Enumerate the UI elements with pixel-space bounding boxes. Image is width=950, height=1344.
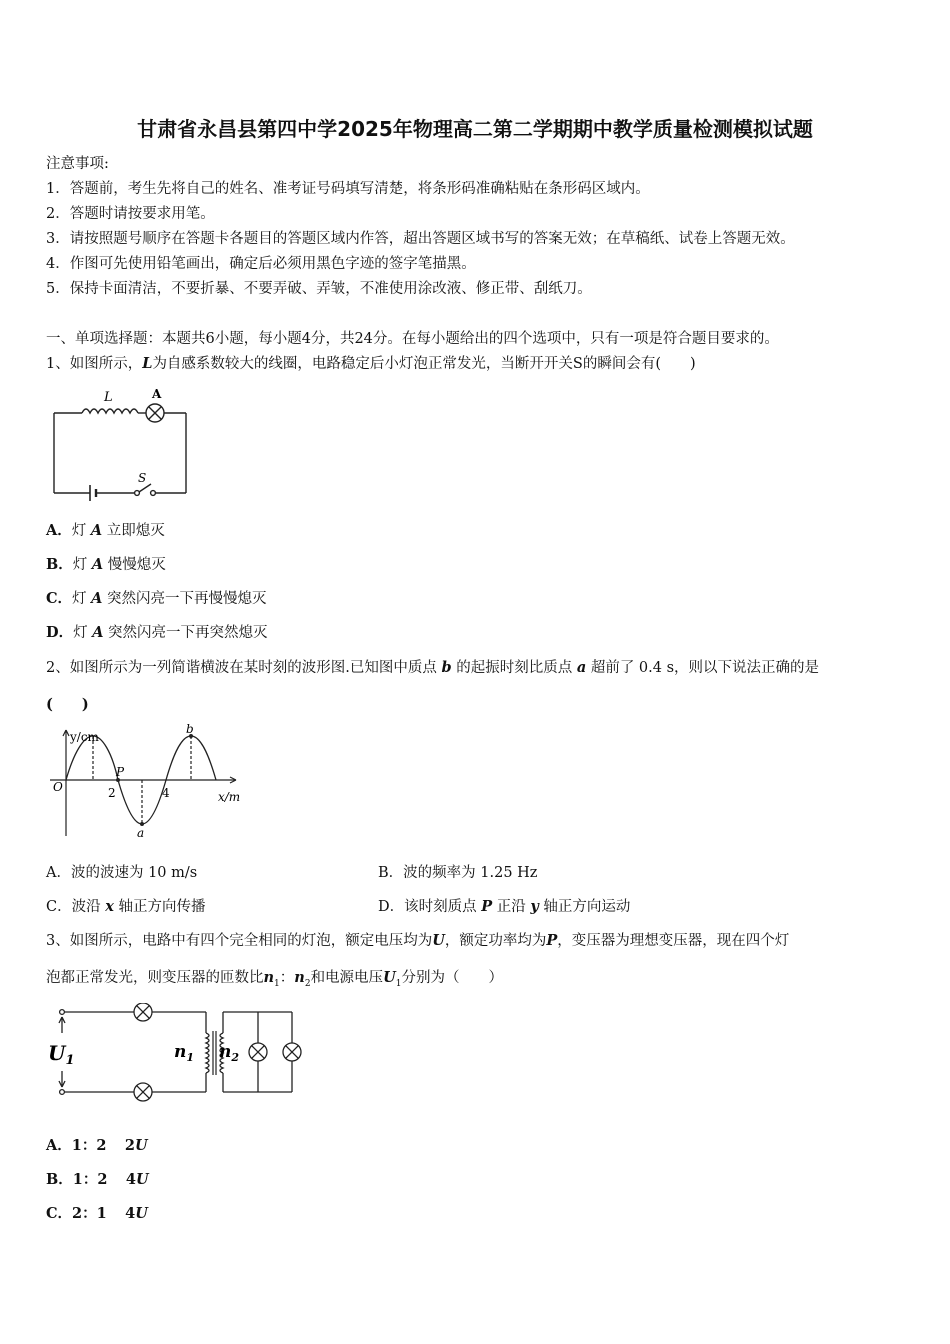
question-3-stem-line1: 3、如图所示，电路中有四个完全相同的灯泡，额定电压均为U，额定功率均为P，变压器为理想变压器，现在四个灯: [46, 932, 790, 949]
tick-label-2: 2: [108, 786, 116, 800]
secondary-turns-label: $n_2$: [219, 1042, 240, 1064]
point-b-label: b: [186, 724, 194, 736]
inductor-circuit-figure: [46, 385, 196, 503]
page-title: 甘肃省永昌县第四中学2025年物理高二第二学期期中教学质量检测模拟试题: [137, 117, 813, 141]
q1-option-c[interactable]: C．灯 A 突然闪亮一下再慢慢熄灭: [46, 590, 267, 607]
notice-item: 2．答题时请按要求用笔。: [46, 206, 215, 222]
primary-turns-label: $n_1$: [174, 1042, 195, 1064]
notice-heading: 注意事项:: [46, 156, 109, 172]
lamp-label: A: [152, 387, 162, 401]
notice-item: 1．答题前，考生先将自己的姓名、准考证号码填写清楚，将条形码准确粘贴在条形码区域内。: [46, 181, 650, 197]
q3-option-b[interactable]: B．1：2 4U: [46, 1171, 149, 1188]
switch-label: S: [138, 471, 147, 485]
q1-option-b[interactable]: B．灯 A 慢慢熄灭: [46, 556, 166, 573]
q2-option-c[interactable]: C．波沿 x 轴正方向传播: [46, 898, 206, 915]
question-2-stem: 2、如图所示为一列简谐横波在某时刻的波形图.已知图中质点 b 的起振时刻比质点 a 超前了 0.4 s，则以下说法正确的是: [46, 659, 820, 676]
tick-label-4: 4: [162, 786, 170, 800]
notice-item: 5．保持卡面清洁，不要折暴、不要弄破、弄皱，不准使用涂改液、修正带、刮纸刀。: [46, 281, 592, 297]
y-axis-label: y/cm: [70, 730, 99, 744]
q1-option-d[interactable]: D．灯 A 突然闪亮一下再突然熄灭: [46, 624, 268, 641]
section-heading: 一、单项选择题：本题共6小题，每小题4分，共24分。在每小题给出的四个选项中，只有一项是符合题目要求的。: [46, 331, 779, 347]
question-2-paren: ( ): [46, 696, 89, 713]
q2-option-b[interactable]: B．波的频率为 1.25 Hz: [378, 865, 538, 881]
wave-graph-figure: [46, 724, 246, 840]
q3-option-a[interactable]: A．1：2 2U: [46, 1137, 148, 1154]
q2-option-a[interactable]: A．波的波速为 10 m/s: [46, 865, 198, 881]
notice-item: 3．请按照题号顺序在答题卡各题目的答题区域内作答，超出答题区域书写的答案无效；在草稿纸、试卷上答题无效。: [46, 231, 795, 247]
source-voltage-label: $U_1$: [48, 1041, 75, 1068]
notice-item: 4．作图可先使用铅笔画出，确定后必须用黑色字迹的签字笔描黑。: [46, 256, 476, 272]
inductor-label: L: [104, 390, 113, 405]
question-1-stem: 1、如图所示，L为自感系数较大的线圈，电路稳定后小灯泡正常发光，当断开开关S的瞬间会有( ): [46, 355, 696, 372]
origin-label: O: [53, 780, 63, 794]
q1-option-a[interactable]: A．灯 A 立即熄灭: [46, 522, 165, 539]
x-axis-label: x/m: [218, 790, 241, 804]
q3-option-c[interactable]: C．2：1 4U: [46, 1205, 148, 1222]
point-p-label: P: [116, 765, 125, 779]
transformer-circuit-figure: [46, 1003, 306, 1103]
question-3-stem-line2: 泡都正常发光，则变压器的匝数比$n_1$：$n_2$和电源电压$U_1$分别为（ ）: [46, 969, 503, 989]
q2-option-d[interactable]: D．该时刻质点 P 正沿 y 轴正方向运动: [378, 898, 631, 915]
point-a-label: a: [137, 826, 145, 840]
